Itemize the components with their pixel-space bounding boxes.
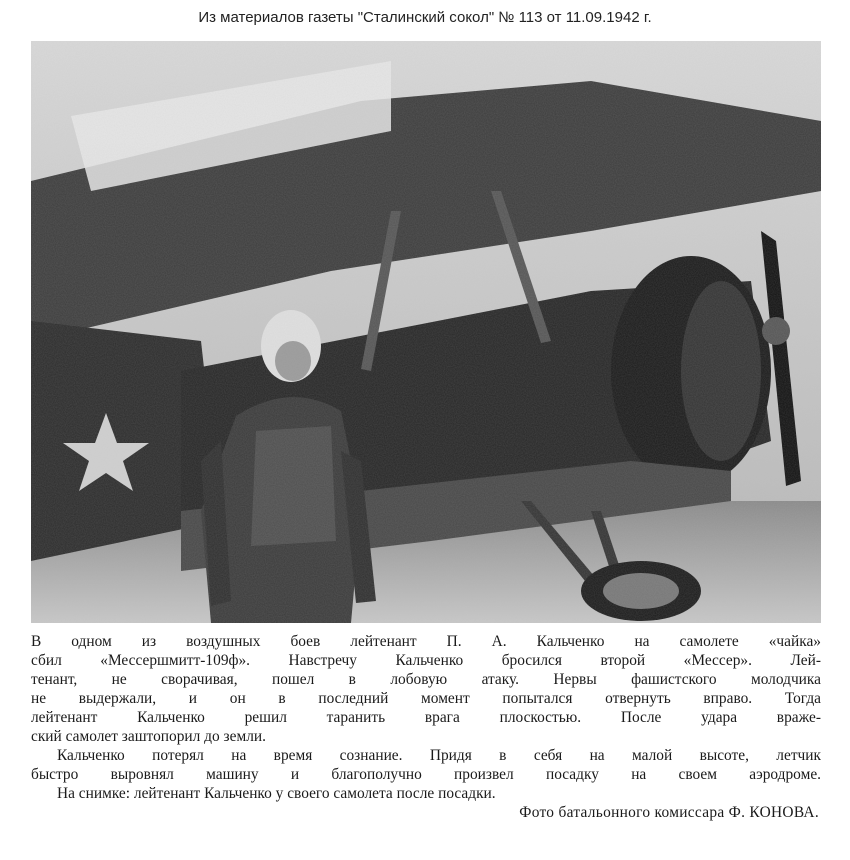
text-line: ский самолет заштопорил до земли. <box>31 728 266 745</box>
photo-credit: Фото батальонного комиссара Ф. КОНОВА. <box>519 804 819 821</box>
text-line: тенант, не сворачивая, пошел в лобовую атаку. Нервы фашистского молодчика <box>31 671 821 688</box>
text-line: В одном из воздушных боев лейтенант П. А. Кальченко на самолете «чайка» <box>31 633 821 650</box>
article-text <box>31 632 821 822</box>
photo-caption: На снимке: лейтенант Кальченко у своего самолета после посадки. <box>57 785 496 802</box>
paragraph-1 <box>31 632 821 746</box>
text-line: лейтенант Кальченко решил таранить врага плоскостью. После удара враже- <box>31 709 821 726</box>
newspaper-photo <box>31 41 821 623</box>
text-line: быстро выровнял машину и благополучно произвел посадку на своем аэродроме. <box>31 766 821 783</box>
source-header: Из материалов газеты "Сталинский сокол" № 113 от 11.09.1942 г. <box>198 9 652 26</box>
text-line: не выдержали, и он в последний момент попытался отвернуть вправо. Тогда <box>31 690 821 707</box>
text-line: Кальченко потерял на время сознание. Придя в себя на малой высоте, летчик <box>57 747 821 764</box>
paragraph-2 <box>31 746 821 784</box>
text-line: сбил «Мессершмитт-109ф». Навстречу Кальченко бросился второй «Мессер». Лей- <box>31 652 821 669</box>
